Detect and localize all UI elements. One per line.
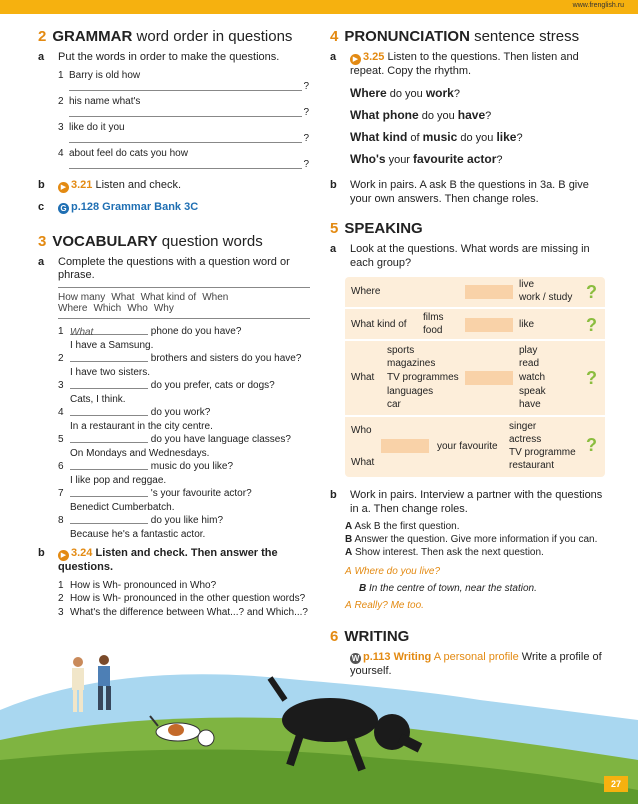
question-item: 2 brothers and sisters do you have? I have two sisters. <box>58 353 302 378</box>
stress-line: Where do you work? <box>350 85 460 100</box>
list-item: B Answer the question. Give more information if you can. <box>345 534 598 546</box>
speaking-heading: 5 SPEAKING <box>330 220 423 238</box>
grammar-bank-link[interactable]: p.128 Grammar Bank 3C <box>71 200 199 213</box>
page-number: 27 <box>604 776 628 792</box>
list-item: 3 What's the difference between What...? and Which...? <box>58 606 308 618</box>
list-item: 2 How is Wh- pronounced in the other question words? <box>58 593 306 605</box>
answer-line[interactable]: ? <box>69 159 302 169</box>
answer-gap[interactable] <box>70 434 148 443</box>
question-item: 7 's your favourite actor? Benedict Cumberbatch. <box>58 488 252 513</box>
answer-gap[interactable]: What <box>70 326 148 335</box>
blank-box[interactable] <box>465 318 513 332</box>
vocabulary-task-a: a Complete the questions with a question word or phrase. <box>38 255 290 282</box>
answer-line[interactable]: ? <box>69 107 302 117</box>
blank-box[interactable] <box>465 371 513 385</box>
list-item: B In the centre of town, near the station. <box>359 583 537 595</box>
speaking-task-b: b Work in pairs. Interview a partner with the questions in a. Then change roles. <box>330 488 603 515</box>
left-column <box>38 28 310 619</box>
audio-icon[interactable]: ▶ <box>350 54 361 65</box>
grammar-item: 4 about feel do cats you how ? <box>58 147 309 170</box>
answer-gap[interactable] <box>70 515 148 524</box>
grammar-bank-icon: G <box>58 203 69 214</box>
question-item: 3 do you prefer, cats or dogs? Cats, I think. <box>58 380 275 405</box>
audio-icon[interactable]: ▶ <box>58 550 69 561</box>
answer-gap[interactable] <box>70 407 148 416</box>
stress-lines <box>330 86 605 167</box>
list-item: A Show interest. Then ask the next question. <box>345 547 544 559</box>
answer-gap[interactable] <box>70 488 148 497</box>
answer-gap[interactable] <box>70 353 148 362</box>
stress-line: Who's your favourite actor? <box>350 151 503 166</box>
list-item: A Ask B the first question. <box>345 521 460 533</box>
speaking-dialogue <box>345 563 605 614</box>
list-item: A Where do you live? <box>345 566 441 578</box>
pronunciation-task-a: a ▶ 3.25 Listen to the questions. Then listen and repeat. Copy the rhythm. <box>330 51 579 77</box>
question-item: 1 What phone do you have? I have a Samsung. <box>58 326 242 351</box>
writing-heading: 6 WRITING <box>330 628 410 646</box>
site-url: www.frenglish.ru <box>572 2 624 9</box>
grammar-item: 3 like do it you ? <box>58 121 309 144</box>
speaking-steps <box>345 520 605 559</box>
grammar-item: 2 his name what's ? <box>58 95 309 118</box>
question-item: 5 do you have language classes? On Mondays and Wednesdays. <box>58 434 291 459</box>
answer-gap[interactable] <box>70 380 148 389</box>
vocabulary-heading: 3 VOCABULARY question words <box>38 232 263 250</box>
right-column <box>330 28 605 679</box>
stress-line: What phone do you have? <box>350 107 492 122</box>
writing-task: W p.113 Writing A personal profile Write a profile of yourself. <box>350 651 602 677</box>
question-item: 4 do you work? In a restaurant in the city centre. <box>58 407 213 432</box>
blank-box[interactable] <box>381 439 429 453</box>
table-row: What kind of films food like ? <box>345 309 605 341</box>
park-illustration <box>0 640 638 804</box>
pronunciation-heading: 4 PRONUNCIATION sentence stress <box>330 28 580 45</box>
audio-icon[interactable]: ▶ <box>58 182 69 193</box>
grammar-heading: 2 GRAMMAR word order in questions <box>38 28 293 45</box>
speaking-task-a: a Look at the questions. What words are missing in each group? <box>330 243 590 269</box>
list-item: A Really? Me too. <box>345 600 424 612</box>
answer-gap[interactable] <box>70 461 148 470</box>
grammar-task-a: a Put the words in order to make the questions. <box>38 51 280 63</box>
vocabulary-b-items <box>38 579 310 620</box>
table-row: Where live work / study ? <box>345 277 605 309</box>
stress-line: What kind of music do you like? <box>350 129 523 144</box>
writing-link[interactable]: p.113 Writing <box>363 651 432 664</box>
speaking-table <box>345 277 605 477</box>
table-row: What sports magazines TV programmes languages car play read watch speak have ? <box>345 341 605 417</box>
word-box: How many What What kind of When Where Which Who Why <box>58 287 310 319</box>
answer-line[interactable]: ? <box>69 81 302 91</box>
top-color-bar <box>0 0 638 14</box>
grammar-task-b: b ▶ 3.21 Listen and check. <box>38 178 182 191</box>
grammar-task-c: c G p.128 Grammar Bank 3C <box>38 200 199 213</box>
answer-line[interactable]: ? <box>69 133 302 143</box>
list-item: 1 How is Wh- pronounced in Who? <box>58 579 217 591</box>
vocabulary-questions <box>38 325 310 541</box>
pronunciation-task-b: b Work in pairs. A ask B the questions in 3a. B give your own answers. Then change roles. <box>330 178 589 205</box>
writing-bank-icon: W <box>351 654 360 664</box>
table-row: Who What your favourite singer actress TV programme restaurant ? <box>351 420 597 471</box>
question-item: 6 music do you like? I like pop and reggae. <box>58 461 234 486</box>
question-item: 8 do you like him? Because he's a fantastic actor. <box>58 515 224 540</box>
vocabulary-task-b: b ▶ 3.24 Listen and check. Then answer the questions. <box>38 547 278 573</box>
grammar-items <box>58 70 310 169</box>
grammar-item: 1 Barry is old how ? <box>58 69 309 92</box>
blank-box[interactable] <box>465 285 513 299</box>
